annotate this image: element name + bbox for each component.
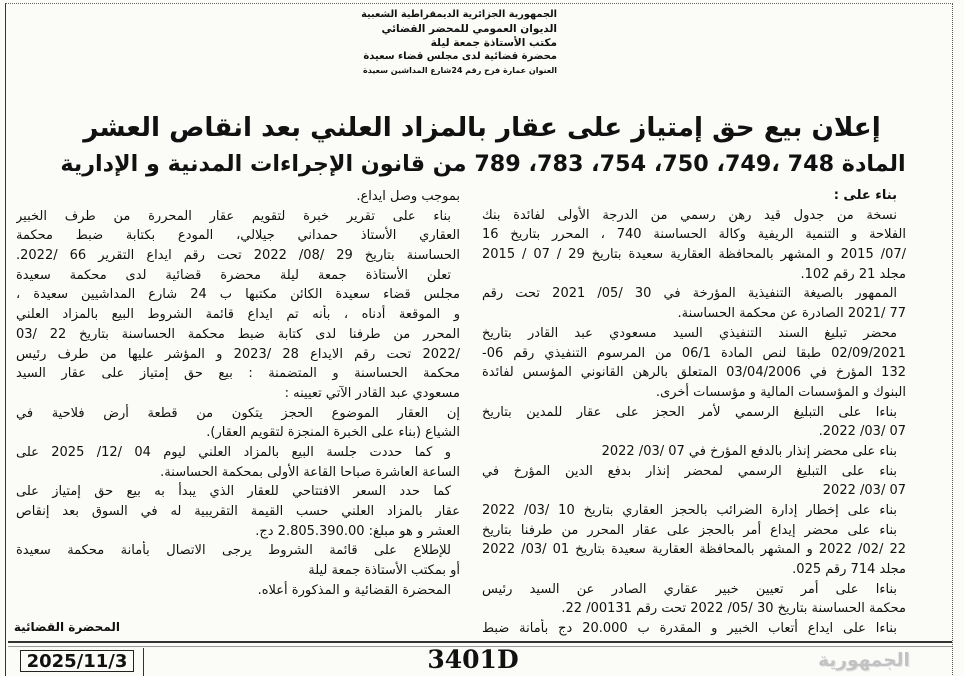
header-line: الجمهورية الجزائرية الديمقراطية الشعبية [361, 9, 557, 20]
right-col-line: 22 /02/ 2022 و المشهر بالمحافظة العقارية سعيدة بتاريخ 01 /03/ 2022 [482, 542, 906, 558]
right-col-line: بناء على التبليغ الرسمي لمحضر إنذار بدفع الدين المؤرخ في [482, 463, 897, 479]
header-line: محضرة قضائية لدى مجلس قضاء سعيدة [363, 51, 557, 62]
left-col-line: العقاري الأستاذ حمداني جيلالي، المودع بكتابة ضبط محكمة [16, 228, 460, 244]
left-col-line: تعلن الأستاذة جمعة ليلة محضرة قضائية لدى محكمة سعيدة [16, 267, 451, 283]
left-col-line: و كما حددت جلسة البيع بالمزاد العلني ليوم 04 /12/ 2025 على [16, 444, 451, 460]
right-col-line: 07 /03/ 2022 [822, 483, 906, 499]
signature-label: المحضرة القضائية [14, 620, 120, 634]
right-col-line: بناء على محضر إنذار بالدفع المؤرخ في 07 /03/ 2022 [601, 443, 897, 459]
left-col-line: عقار بالمزاد العلني حسب القيمة التقريبية له في السوق بعد إنقاص [16, 504, 460, 519]
right-col-line: البنوك و المؤسسات المالية و مؤسسات أخرى. [655, 384, 906, 400]
notice-subtitle: المادة 748 ،749، 750، 754، 783، 789 من قانون الإجراءات المدنية و الإدارية [60, 151, 906, 177]
left-col-line: /2022 تحت رقم الايداع 28 /2023 و المؤشر عليها من طرف رئيس [16, 346, 460, 362]
left-col-line: للإطلاع على قائمة الشروط يرجى الاتصال بأمانة محكمة سعيدة [16, 543, 451, 559]
footer-divider [143, 648, 144, 676]
left-col-line: أو بمكتب الأستاذة جمعة ليلة [308, 563, 460, 579]
left-col-line: الشياع (بناء على الخبرة المنجزة لتقويم العقار). [206, 425, 460, 441]
left-col-line: بموجب وصل ايداع. [356, 189, 460, 204]
right-col-line: محكمة الحساسنة بتاريخ 30 /05/ 2022 تحت رقم 00131/ 22. [561, 601, 906, 617]
left-col-line: محكمة الحساسنة و المتضمنة : بيع حق إمتياز على عقار السيد [16, 366, 460, 382]
right-col-line: 07 /03/ 2022. [818, 424, 906, 440]
right-col-line: بناءا على التبليغ الرسمي لأمر الحجز على عقار للمدين بتاريخ [482, 404, 897, 420]
right-col-line: بناء على محضر إيداع أمر بالحجز على عقار المحرر من طرفنا بتاريخ [482, 522, 897, 538]
notice-title: إعلان بيع حق إمتياز على عقار بالمزاد العلني بعد انقاص العشر [83, 113, 881, 143]
header-line: العنوان عمارة فرح رقم 24شارع المداشين سعيدة [363, 66, 557, 75]
right-col-line: بناء على إخطار إدارة الضرائب بالحجز العقاري بتاريخ 10 /03/ 2022 [482, 503, 898, 518]
right-col-line: 02/09/2021 طبقا لنص المادة 06/1 من المرسوم التنفيذي رقم 06- [482, 345, 906, 361]
left-col-line: المحرر من طرفنا لدى كتابة ضبط محكمة الحساسنة بتاريخ 22 /03 [16, 326, 460, 342]
right-col-line: مجلد 714 رقم 025. [792, 562, 906, 578]
header-line: الديوان العمومي للمحضر القضائي [381, 23, 557, 35]
right-col-line: 132 المؤرخ في 03/04/2006 المتعلق بالرهن القانوني المؤسس لفائدة [482, 365, 906, 381]
right-column [482, 186, 906, 639]
right-col-line: بناءا على أمر تعيين خبير عقاري الصادر عن السيد رئيس [482, 581, 897, 597]
right-col-line: /07/ 2015 و المشهر بالمحافظة العقارية سعيدة بتاريخ 29 / 07 / 2015 [482, 247, 906, 263]
right-col-line: الفلاحة و التنمية الريفية وكالة الحساسنة 740 ، المحرر بتاريخ 16 [482, 227, 906, 243]
header-line: مكتب الأستاذة جمعة ليلة [430, 37, 557, 49]
left-col-line: كما حدد السعر الافتتاحي للعقار الذي يبدأ به بيع حق إمتياز على [16, 484, 451, 500]
right-col-line: بناءا على ايداع أتعاب الخبير و المقدرة ب 20.000 دج بأمانة ضبط [482, 621, 897, 637]
right-col-line: نسخة من جدول قيد رهن رسمي من الدرجة الأولى لفائدة بنك [482, 207, 897, 223]
right-col-line: الممهور بالصيغة التنفيذية المؤرخة في 30 /05/ 2021 تحت رقم [482, 286, 898, 302]
right-col-line: مجلد 21 رقم 102. [800, 266, 906, 282]
left-col-line: الحساسنة بتاريخ 29 /08/ 2022 تحت رقم ايداع التقرير 66 /2022. [16, 248, 460, 264]
left-col-line: بناء على تقرير خبرة لتقويم عقار المحررة من طرف الخبير [16, 208, 451, 224]
right-col-line: بناء على : [833, 188, 897, 203]
publication-date: 2025/11/3 [20, 650, 134, 672]
newspaper-logo: الجمهورية [818, 650, 910, 671]
left-col-line: إن العقار الموضوع الحجز يتكون من قطعة أرض فلاحية في [16, 405, 460, 421]
left-col-line: مسعودي عبد القادر الآتي تعيينه : [284, 385, 460, 401]
right-col-line: محضر تبليغ السند التنفيذي السيد مسعودي عبد القادر بتاريخ [482, 325, 897, 341]
left-col-line: الساعة العاشرة صباحا القاعة الأولى بمحكمة الحساسنة. [160, 464, 460, 480]
left-col-line: مجلس قضاء سعيدة الكائن مكتبها ب 24 شارع المداشيين سعيدة ، [16, 287, 460, 303]
office-header [360, 8, 557, 78]
right-col-line: 77 /2021 الصادرة عن محكمة الحساسنة. [677, 306, 906, 322]
left-col-line: و الموقعة أدناه ، بأنه تم ايداع قائمة الشروط البيع بالمزاد العلني [16, 307, 460, 323]
notice-reference: 3401D [427, 646, 519, 674]
left-col-line: العشر و هو مبلغ: 2.805.390.00 دج. [255, 523, 460, 539]
left-col-line: المحضرة القضائية و المذكورة أعلاه. [257, 582, 451, 598]
left-column [16, 187, 460, 600]
